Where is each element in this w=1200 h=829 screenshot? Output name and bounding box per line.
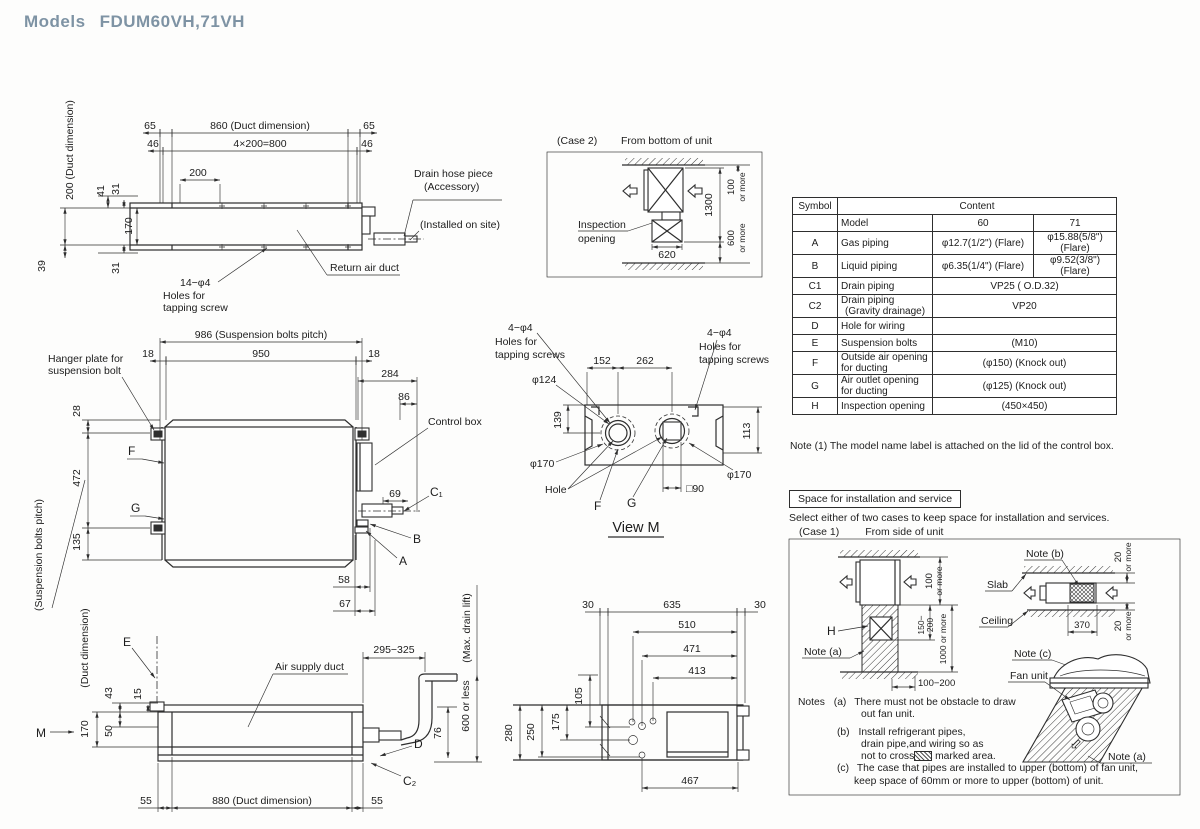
dim-100-200: 100−200	[918, 678, 956, 689]
dim-43: 43	[103, 687, 115, 699]
side-duct-dim-label: (Duct dimension)	[79, 608, 91, 688]
tapping-right-label-3: tapping screws	[699, 354, 770, 366]
tapping-screw-label-3: tapping screw	[163, 302, 228, 314]
label-D: D	[414, 737, 423, 751]
dim-76: 76	[432, 727, 444, 739]
control-box-label: Control box	[428, 416, 482, 428]
spec-item-c1: Drain piping	[838, 278, 933, 295]
view-m-label-F: F	[594, 499, 602, 513]
note-a-line2: out fan unit.	[861, 709, 915, 721]
drain-hose-label-1: Drain hose piece	[414, 168, 493, 180]
note-a-line1: There must not be obstacle to draw	[854, 697, 1016, 708]
dim-467: 467	[681, 775, 699, 787]
view-m-drawing	[495, 322, 769, 537]
dim-46-left: 46	[147, 138, 159, 150]
dim-600-or-more: or more	[737, 223, 747, 253]
spec-sym-e: E	[793, 335, 838, 352]
ceiling-label: Ceiling	[981, 615, 1014, 627]
dim-139: 139	[552, 411, 564, 429]
note-c-line1: The case that pipes are installed to upper (bottom) of fan unit,	[856, 763, 1138, 775]
duct-height-label: 200 (Duct dimension)	[64, 100, 76, 200]
table-row	[793, 232, 1117, 255]
dim-30-right: 30	[754, 599, 766, 611]
spec-sym-f: F	[793, 352, 838, 375]
side-view-drawing	[36, 585, 482, 812]
spec-item-e: Suspension bolts	[838, 335, 933, 352]
dim-262: 262	[636, 355, 654, 367]
dim-1300: 1300	[703, 193, 715, 217]
spec-f-value: (φ150) (Knock out)	[933, 352, 1117, 375]
case1-heading	[799, 526, 969, 538]
label-A: A	[399, 554, 408, 568]
case1-dim-100: 100	[924, 573, 935, 589]
slab-label: Slab	[987, 579, 1009, 591]
dim-250: 250	[525, 723, 537, 741]
dim-113: 113	[741, 422, 753, 440]
spec-sym-b: B	[793, 255, 838, 278]
label-C1: C₁	[430, 485, 443, 499]
notes-label: Notes	[798, 697, 825, 708]
table-row	[793, 398, 1117, 415]
spec-b-60: φ6.35(1/4") (Flare)	[933, 255, 1034, 278]
dim-65-right: 65	[363, 120, 375, 132]
install-intro-text: Select either of two cases to keep space for installation and services.	[789, 512, 1110, 524]
suspension-pitch-label: (Suspension bolts pitch)	[33, 498, 45, 612]
tapping-left-label-3: tapping screws	[495, 349, 566, 361]
spec-model-60: 60	[933, 215, 1034, 232]
spec-b-71: φ9.52(3/8") (Flare)	[1034, 255, 1117, 278]
install-section-title: Space for installation and service	[789, 490, 961, 508]
dim-170-side: 170	[79, 720, 91, 738]
dim-600-or-less: 600 or less	[460, 680, 472, 732]
install-note-c-label: Note (c)	[1014, 648, 1052, 660]
label-F: F	[128, 444, 136, 458]
drain-hose-label-2: (Accessory)	[424, 181, 480, 193]
hatch-area-swatch	[914, 751, 932, 761]
spec-item-g: Air outlet opening for ducting	[838, 375, 933, 398]
spec-a-60: φ12.7(1/2") (Flare)	[933, 232, 1034, 255]
return-air-duct-label: Return air duct	[330, 262, 399, 274]
dim-67: 67	[339, 598, 351, 610]
install-notes	[798, 697, 1138, 788]
dim-20-bottom: 20	[1113, 620, 1124, 632]
dim-986: 986 (Suspension bolts pitch)	[194, 329, 328, 341]
table-row	[793, 295, 1117, 318]
spec-sym-h: H	[793, 398, 838, 415]
spec-model-71: 71	[1034, 215, 1117, 232]
label-E: E	[123, 635, 132, 649]
tapping-left-label-1: 4−φ4	[508, 322, 533, 334]
table-row	[793, 352, 1117, 375]
hanger-plate-label-1: Hanger plate for	[48, 353, 124, 365]
dim-28: 28	[71, 405, 83, 417]
spec-item-b: Liquid piping	[838, 255, 933, 278]
dim-135: 135	[71, 533, 83, 551]
table-row	[793, 278, 1117, 295]
case1-label: (Case 1)	[799, 526, 840, 538]
spec-sym-d: D	[793, 318, 838, 335]
spec-item-c2: Drain piping (Gravity drainage)	[838, 295, 933, 318]
dim-100-or-more: or more	[737, 172, 747, 202]
table-note: Note (1) The model name label is attached on the lid of the control box.	[790, 441, 1114, 452]
dim-20-top: 20	[1113, 551, 1124, 563]
spec-content-header: Content	[838, 198, 1117, 215]
spec-h-value: (450×450)	[933, 398, 1117, 415]
spec-sym-g: G	[793, 375, 838, 398]
dim-100: 100	[726, 179, 737, 195]
dim-phi170-right: φ170	[727, 469, 752, 481]
dim-58: 58	[338, 574, 350, 586]
view-m-caption: View M	[612, 520, 660, 536]
case2-subtitle: From bottom of unit	[621, 135, 713, 147]
label-C2: C₂	[403, 774, 417, 788]
bottom-view-drawing	[503, 599, 766, 792]
table-row	[793, 255, 1117, 278]
dim-200: 200	[189, 167, 207, 179]
dim-105: 105	[573, 687, 585, 705]
dim-31-top: 31	[110, 183, 122, 195]
hanger-plate-label-2: suspension bolt	[48, 365, 121, 377]
install-label-H: H	[827, 624, 836, 638]
dim-150-200a: 150−	[916, 615, 926, 635]
case2-diagram	[547, 135, 762, 277]
dim-170: 170	[123, 217, 135, 235]
spec-a-71: φ15.88(5/8") (Flare)	[1034, 232, 1117, 255]
tapping-right-label-1: 4−φ4	[707, 327, 732, 339]
spec-item-h: Inspection opening	[838, 398, 933, 415]
dim-1000-or-more: 1000 or more	[938, 613, 948, 665]
dim-phi170-left: φ170	[530, 458, 555, 470]
dim-620: 620	[658, 249, 676, 261]
dim-65-left: 65	[144, 120, 156, 132]
dim-18-left: 18	[142, 348, 154, 360]
dim-860: 860 (Duct dimension)	[210, 120, 310, 132]
tapping-screw-label-2: Holes for	[163, 290, 206, 302]
tapping-left-label-2: Holes for	[495, 336, 538, 348]
air-supply-duct-label: Air supply duct	[275, 661, 344, 673]
dim-41: 41	[95, 185, 107, 197]
dim-472: 472	[71, 469, 83, 487]
piping-spec-table	[792, 197, 1117, 415]
spec-empty-cell	[793, 215, 838, 232]
spec-c2-value: VP20	[933, 295, 1117, 318]
note-b-line3: not to cross	[861, 751, 915, 763]
dim-39: 39	[36, 260, 48, 272]
airflow-arrow-left2	[840, 576, 852, 588]
dim-31-bottom: 31	[110, 262, 122, 274]
note-b-key: (b)	[837, 726, 850, 738]
or-more-bottom: or more	[1123, 611, 1133, 641]
spec-d-value	[933, 318, 1117, 335]
inspection-opening-label-1: Inspection	[578, 219, 626, 231]
dim-600: 600	[726, 230, 737, 246]
front-view-drawing	[33, 329, 482, 616]
dim-152: 152	[593, 355, 611, 367]
dim-370: 370	[1074, 620, 1090, 631]
label-G: G	[131, 501, 141, 515]
label-B: B	[413, 532, 422, 546]
fan-pullout-arrow: ⇩	[1064, 735, 1085, 756]
inspection-opening-label-2: opening	[578, 233, 616, 245]
installed-on-site-label: (Installed on site)	[420, 219, 500, 231]
spec-c1-value: VP25 ( O.D.32)	[933, 278, 1117, 295]
dim-30-left: 30	[582, 599, 594, 611]
dim-46-right: 46	[361, 138, 373, 150]
tapping-screw-label-1: 14−φ4	[180, 277, 211, 289]
dim-284: 284	[381, 368, 399, 380]
hole-label: Hole	[545, 484, 567, 496]
view-m-label-G: G	[627, 496, 637, 510]
install-note-a2-label: Note (a)	[1108, 751, 1146, 763]
airflow-arrow-right	[688, 185, 702, 197]
airflow-arrow-right3	[1106, 587, 1117, 599]
table-row	[793, 335, 1117, 352]
dim-18-right: 18	[368, 348, 380, 360]
note-b-line2: drain pipe,and wiring so as	[861, 738, 984, 750]
spec-item-f: Outside air opening for ducting	[838, 352, 933, 375]
top-view-drawing	[36, 100, 502, 314]
spec-item-d: Hole for wiring	[838, 318, 933, 335]
max-drain-lift-label: (Max. drain lift)	[461, 593, 473, 663]
dim-69: 69	[389, 488, 401, 500]
dim-471: 471	[683, 643, 701, 655]
spec-sym-c1: C1	[793, 278, 838, 295]
note-b-line3b: marked area.	[935, 751, 996, 763]
dim-800: 4×200=800	[233, 138, 287, 150]
airflow-arrow-left	[623, 185, 637, 197]
dim-86: 86	[398, 391, 410, 403]
dim-50: 50	[103, 725, 115, 737]
note-b-line1: Install refrigerant pipes,	[858, 726, 966, 738]
note-c-line2: keep space of 60mm or more to upper (bottom) of unit.	[854, 775, 1104, 787]
note-c-key: (c)	[837, 763, 850, 775]
dim-413: 413	[688, 665, 706, 677]
dim-55-right: 55	[371, 795, 383, 807]
spec-symbol-header: Symbol	[793, 198, 838, 215]
dim-phi124: φ124	[532, 374, 557, 386]
case2-title: (Case 2)	[557, 135, 598, 147]
note-a-key: (a)	[833, 697, 847, 708]
dim-175: 175	[550, 713, 562, 731]
airflow-arrow-right2	[904, 576, 916, 588]
dim-510: 510	[678, 619, 696, 631]
dim-280: 280	[503, 724, 515, 742]
or-more-top: or more	[1123, 542, 1133, 572]
fan-unit-label: Fan unit	[1010, 670, 1048, 682]
label-M: M	[36, 726, 46, 740]
install-note-a-label: Note (a)	[804, 646, 842, 658]
dim-square-90: □90	[686, 483, 705, 495]
spec-g-value: (φ125) (Knock out)	[933, 375, 1117, 398]
install-note-b-label: Note (b)	[1026, 548, 1064, 560]
spec-sym-a: A	[793, 232, 838, 255]
dim-15: 15	[132, 688, 144, 700]
models-label: Models	[24, 12, 86, 31]
spec-model-label: Model	[838, 215, 933, 232]
dim-880: 880 (Duct dimension)	[212, 795, 312, 807]
spec-e-value: (M10)	[933, 335, 1117, 352]
table-row	[793, 375, 1117, 398]
airflow-arrow-left3	[1024, 587, 1035, 599]
dim-150-200b: 200	[925, 617, 935, 633]
spec-item-a: Gas piping	[838, 232, 933, 255]
table-row	[793, 318, 1117, 335]
dim-950: 950	[252, 348, 270, 360]
model-numbers: FDUM60VH,71VH	[99, 12, 245, 31]
dim-635: 635	[663, 599, 681, 611]
case1-sublabel: From side of unit	[865, 526, 944, 538]
dim-55-left: 55	[140, 795, 152, 807]
tapping-right-label-2: Holes for	[699, 341, 742, 353]
spec-sym-c2: C2	[793, 295, 838, 318]
dim-295-325: 295−325	[373, 644, 415, 656]
case1-or-more: or more	[934, 566, 944, 596]
